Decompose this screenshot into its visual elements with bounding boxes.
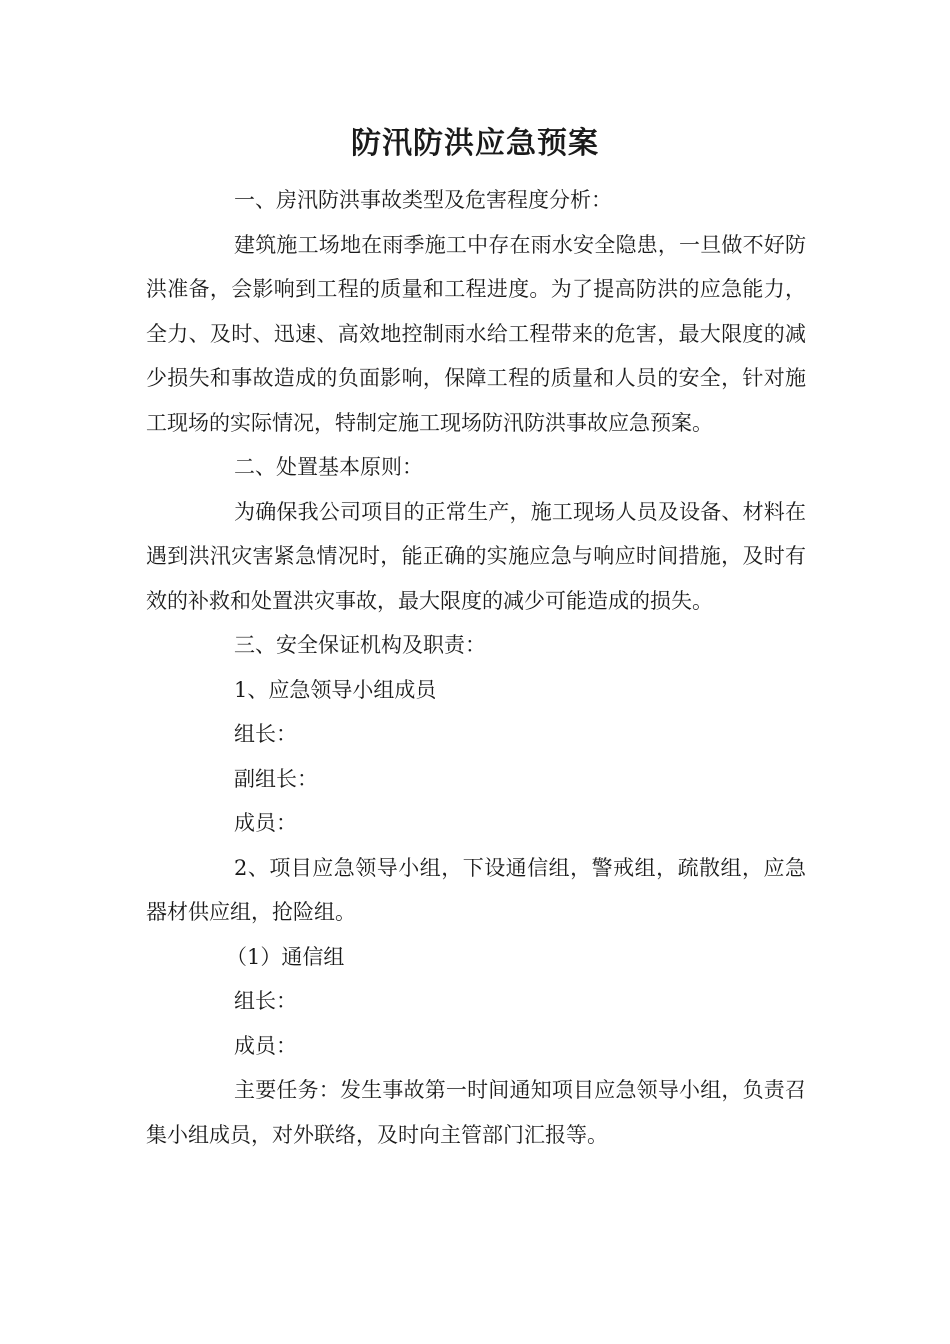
paragraph: 成员： — [234, 1033, 297, 1058]
paragraph: 成员： — [234, 811, 297, 835]
paragraph: 建筑施工场地在雨季施工中存在雨水安全隐患，一旦做不好防洪准备，会影响到工程的质量和工程进度。为了提高防洪的应急能力，全力、及时、迅速、高效地控制雨水给工程带来的危害，最大限度的减少损失和事故造成的负面影响，保障工程的质量和人员的安全，针对施工现场的实际情况，特制定施工现场防汛防洪事故应急预案。 — [146, 232, 806, 435]
paragraph: （1）通信组 — [226, 944, 345, 969]
paragraph: 主要任务：发生事故第一时间通知项目应急领导小组，负责召集小组成员，对外联络，及时向主管部门汇报等。 — [146, 1078, 806, 1147]
paragraph: 组长： — [234, 989, 297, 1013]
paragraph: 副组长： — [234, 766, 318, 791]
paragraph: 1、应急领导小组成员 — [234, 677, 437, 702]
paragraph: 组长： — [234, 722, 297, 746]
paragraph: 一、房汛防洪事故类型及危害程度分析： — [234, 188, 612, 212]
paragraph: 2、项目应急领导小组，下设通信组，警戒组，疏散组，应急器材供应组，抢险组。 — [146, 855, 806, 924]
paragraph: 为确保我公司项目的正常生产，施工现场人员及设备、材料在遇到洪汛灾害紧急情况时，能正确的实施应急与响应时间措施，及时有效的补救和处置洪灾事故，最大限度的减少可能造成的损失。 — [146, 499, 806, 613]
document-title: 防汛防洪应急预案 — [351, 126, 599, 161]
document-body — [146, 178, 806, 1157]
paragraph: 二、处置基本原则： — [234, 455, 423, 479]
paragraph: 三、安全保证机构及职责： — [234, 633, 486, 657]
